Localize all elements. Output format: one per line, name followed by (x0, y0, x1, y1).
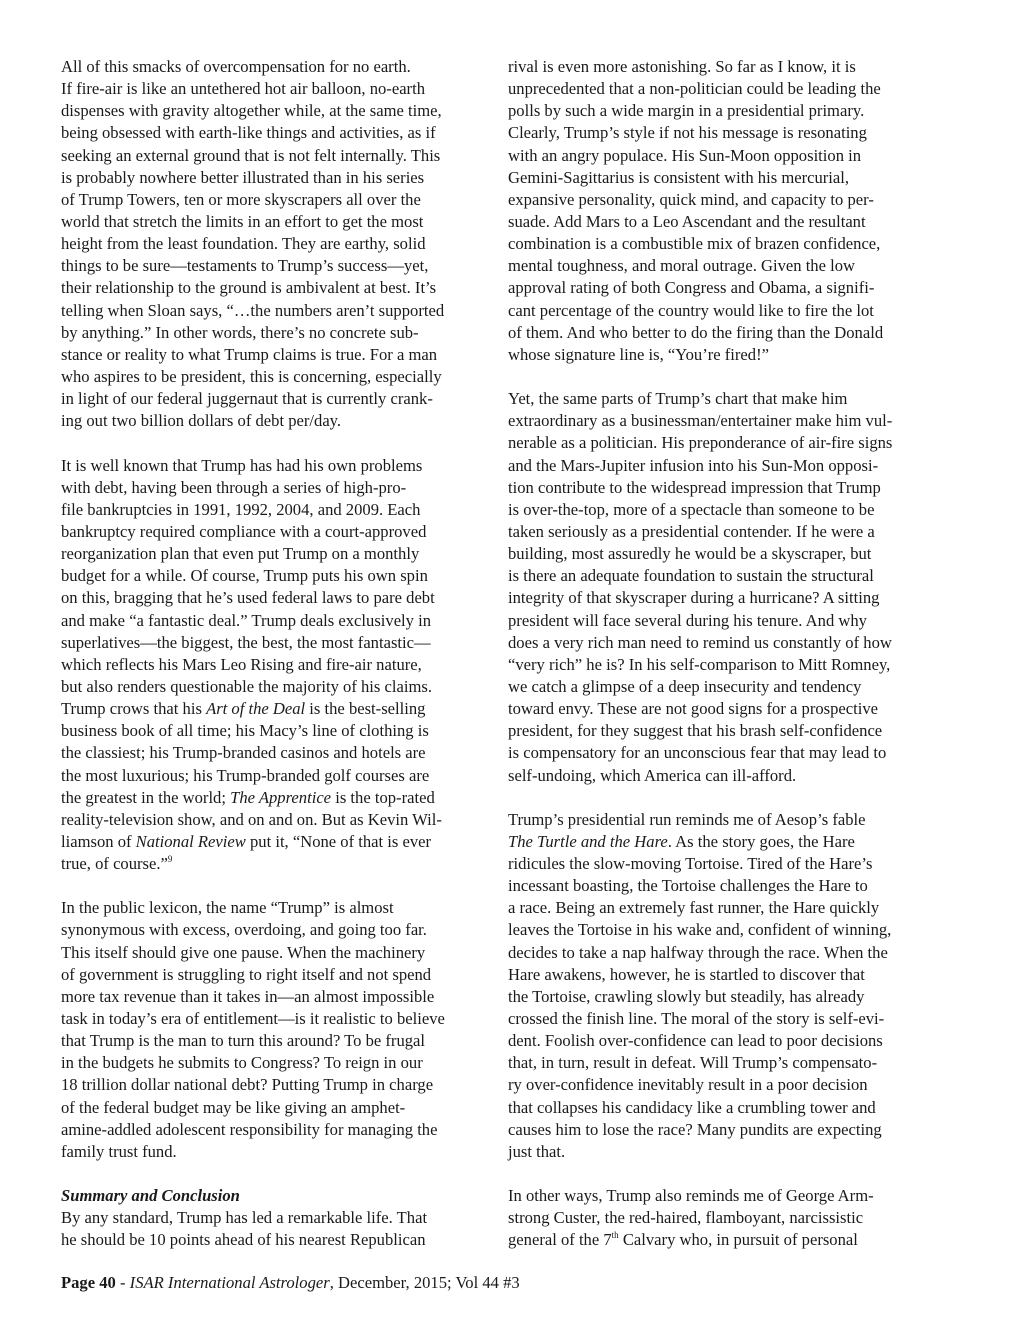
text-line: In other ways, Trump also reminds me of George Arm- (508, 1186, 874, 1206)
text-line: the most luxurious; his Trump-branded golf courses are (61, 765, 430, 785)
text-line: strong Custer, the red-haired, flamboyant, narcissistic (508, 1208, 864, 1228)
text-line: decides to take a nap halfway through the race. When the (508, 942, 888, 962)
footnote-marker: 9 (167, 854, 173, 865)
text-line: task in today’s era of entitlement—is it realistic to believe (61, 1009, 445, 1029)
text-line: things to be sure—testaments to Trump’s success—yet, (61, 256, 429, 276)
text-line: which reflects his Mars Leo Rising and fire-air nature, (61, 654, 422, 674)
text-line: the classiest; his Trump-branded casinos and hotels are (61, 743, 426, 763)
text-line: stance or reality to what Trump claims is true. For a man (61, 344, 438, 364)
left-column (61, 56, 486, 1252)
text-line: by anything.” In other words, there’s no concrete sub- (61, 322, 419, 342)
text-line: reality-television show, and on and on. But as Kevin Wil- (61, 809, 442, 829)
text-line: ridicules the slow-moving Tortoise. Tired of the Hare’s (508, 854, 873, 874)
text-line: Clearly, Trump’s style if not his message is resonating (508, 123, 867, 143)
text-line: we catch a glimpse of a deep insecurity and tendency (508, 676, 862, 696)
text-line: building, most assuredly he would be a skyscraper, but (508, 544, 872, 564)
text-line: dispenses with gravity altogether while, at the same time, (61, 101, 442, 121)
paragraph (508, 56, 933, 366)
text-line: nerable as a politician. His preponderance of air-fire signs (508, 433, 893, 453)
text-line: By any standard, Trump has led a remarkable life. That (61, 1208, 428, 1228)
text-line: and the Mars-Jupiter infusion into his Sun-Mon opposi- (508, 455, 879, 475)
paragraph (61, 897, 486, 1163)
text-line: that collapses his candidacy like a crumbling tower and (508, 1097, 876, 1117)
text-line: crossed the finish line. The moral of the story is self-evi- (508, 1009, 885, 1029)
text-line: ry over-confidence inevitably result in a poor decision (508, 1075, 868, 1095)
text-line: does a very rich man need to remind us constantly of how (508, 632, 892, 652)
right-column (508, 56, 933, 1252)
page-footer: Page 40 - ISAR International Astrologer, December, 2015; Vol 44 #3 (61, 1273, 520, 1292)
text-line: Yet, the same parts of Trump’s chart that make him (508, 389, 848, 409)
paragraph (61, 455, 486, 876)
text-line: he should be 10 points ahead of his nearest Republican (61, 1230, 426, 1250)
text-line: more tax revenue than it takes in—an almost impossible (61, 986, 435, 1006)
text-line: their relationship to the ground is ambivalent at best. It’s (61, 278, 437, 298)
text-line: All of this smacks of overcompensation for no earth. (61, 57, 411, 76)
text-line: self-undoing, which America can ill-afford. (508, 765, 797, 785)
section-heading: Summary and Conclusion (61, 1186, 240, 1206)
show-title: The Apprentice (230, 787, 332, 807)
text-line: and make “a fantastic deal.” Trump deals exclusively in (61, 610, 432, 630)
text-line: with debt, having been through a series of high-pro- (61, 477, 407, 497)
text-line: taken seriously as a presidential contender. If he were a (508, 521, 875, 541)
text-line: with an angry populace. His Sun-Moon opposition in (508, 145, 862, 165)
text-line: family trust fund. (61, 1141, 177, 1161)
text-line: dent. Foolish over-confidence can lead to poor decisions (508, 1031, 883, 1051)
text-line: in the budgets he submits to Congress? To reign in our (61, 1053, 423, 1073)
text-line: whose signature line is, “You’re fired!” (508, 344, 769, 364)
text-line: rival is even more astonishing. So far as I know, it is (508, 57, 856, 76)
text-line: 18 trillion dollar national debt? Putting Trump in charge (61, 1075, 434, 1095)
paragraph (508, 388, 933, 787)
text-line: toward envy. These are not good signs for a prospective (508, 699, 879, 719)
publication-name: ISAR International Astrologer (129, 1273, 330, 1292)
paragraph (508, 809, 933, 1163)
text-line: integrity of that skyscraper during a hurricane? A sitting (508, 588, 880, 608)
text-line: of government is struggling to right itself and not spend (61, 964, 432, 984)
paragraph (61, 56, 486, 432)
text-line: If fire-air is like an untethered hot air balloon, no-earth (61, 79, 425, 99)
text-line: superlatives—the biggest, the best, the most fantastic— (61, 632, 431, 652)
text-line: being obsessed with earth-like things and activities, as if (61, 123, 436, 143)
text-line: leaves the Tortoise in his wake and, confident of winning, (508, 920, 892, 940)
text-line: mental toughness, and moral outrage. Given the low (508, 256, 856, 276)
text-line: height from the least foundation. They are earthy, solid (61, 234, 426, 254)
text-line: president will face several during his tenure. And why (508, 610, 867, 630)
text-line: cant percentage of the country would like to fire the lot (508, 300, 874, 320)
text-line: tion contribute to the widespread impression that Trump (508, 477, 881, 497)
text-line: is probably nowhere better illustrated than in his series (61, 167, 425, 187)
text-line: expansive personality, quick mind, and capacity to per- (508, 189, 874, 209)
text-line: It is well known that Trump has had his own problems (61, 455, 423, 475)
text-line: combination is a combustible mix of brazen confidence, (508, 234, 881, 254)
text-line: incessant boasting, the Tortoise challenges the Hare to (508, 876, 868, 896)
text-line: seeking an external ground that is not felt internally. This (61, 145, 441, 165)
text-line: file bankruptcies in 1991, 1992, 2004, and 2009. Each (61, 499, 421, 519)
text-line: unprecedented that a non-politician could be leading the (508, 79, 881, 99)
text-line: suade. Add Mars to a Leo Ascendant and the resultant (508, 211, 866, 231)
text-line: liamson of National Review put it, “None of that is ever (61, 831, 432, 851)
text-line: is compensatory for an unconscious fear that may lead to (508, 743, 887, 763)
text-line: the greatest in the world; The Apprentice is the top-rated (61, 787, 435, 807)
paragraph (61, 1207, 486, 1251)
text-line: Trump’s presidential run reminds me of Aesop’s fable (508, 809, 866, 829)
text-line: budget for a while. Of course, Trump puts his own spin (61, 566, 428, 586)
text-line: This itself should give one pause. When the machinery (61, 942, 426, 962)
text-line: reorganization plan that even put Trump on a monthly (61, 544, 420, 564)
text-line: Hare awakens, however, he is startled to discover that (508, 964, 865, 984)
text-line: a race. Being an extremely fast runner, the Hare quickly (508, 898, 880, 918)
ordinal-suffix: th (611, 1230, 619, 1241)
text-line: of Trump Towers, ten or more skyscrapers all over the (61, 189, 421, 209)
publication-title: National Review (135, 831, 246, 851)
text-line: true, of course.”$^9$ (61, 854, 173, 874)
text-line: general of the 7th Calvary who, in pursuit of personal (508, 1230, 858, 1250)
text-line: The Turtle and the Hare. As the story goes, the Hare (508, 831, 855, 851)
text-line: ing out two billion dollars of debt per/day. (61, 411, 342, 431)
text-line: is there an adequate foundation to sustain the structural (508, 566, 874, 586)
text-line: of the federal budget may be like giving an amphet- (61, 1097, 406, 1117)
text-line: “very rich” he is? In his self-comparison to Mitt Romney, (508, 654, 891, 674)
text-line: of them. And who better to do the firing than the Donald (508, 322, 884, 342)
text-line: in light of our federal juggernaut that is currently crank- (61, 389, 433, 409)
text-line: telling when Sloan says, “…the numbers aren’t supported (61, 300, 445, 320)
text-line: on this, bragging that he’s used federal laws to pare debt (61, 588, 435, 608)
text-line: is over-the-top, more of a spectacle than someone to be (508, 499, 875, 519)
text-line: Gemini-Sagittarius is consistent with his mercurial, (508, 167, 850, 187)
book-title: Art of the Deal (206, 699, 306, 719)
text-line: bankruptcy required compliance with a court-approved (61, 521, 427, 541)
text-line: that, in turn, result in defeat. Will Trump’s compensato- (508, 1053, 878, 1073)
paragraph (508, 1185, 933, 1251)
text-line: but also renders questionable the majority of his claims. (61, 676, 432, 696)
text-line: amine-addled adolescent responsibility for managing the (61, 1119, 438, 1139)
text-line: the Tortoise, crawling slowly but steadily, has already (508, 986, 865, 1006)
text-line: just that. (508, 1141, 566, 1161)
text-line: approval rating of both Congress and Obama, a signifi- (508, 278, 875, 298)
page-number: Page 40 (61, 1273, 116, 1292)
issue-details: , December, 2015; Vol 44 #3 (329, 1273, 520, 1292)
text-line: extraordinary as a businessman/entertainer make him vul- (508, 411, 893, 431)
text-line: that Trump is the man to turn this around? To be frugal (61, 1031, 426, 1051)
text-line: causes him to lose the race? Many pundits are expecting (508, 1119, 882, 1139)
text-line: who aspires to be president, this is concerning, especially (61, 366, 442, 386)
text-line: synonymous with excess, overdoing, and going too far. (61, 920, 427, 940)
fable-title: The Turtle and the Hare (508, 831, 668, 851)
text-line: business book of all time; his Macy’s line of clothing is (61, 721, 429, 741)
text-line: polls by such a wide margin in a presidential primary. (508, 101, 865, 121)
text-line: world that stretch the limits in an effort to get the most (61, 211, 424, 231)
text-line: In the public lexicon, the name “Trump” is almost (61, 898, 394, 918)
text-line: president, for they suggest that his brash self-confidence (508, 721, 883, 741)
text-line: Trump crows that his Art of the Deal is the best-selling (61, 699, 426, 719)
